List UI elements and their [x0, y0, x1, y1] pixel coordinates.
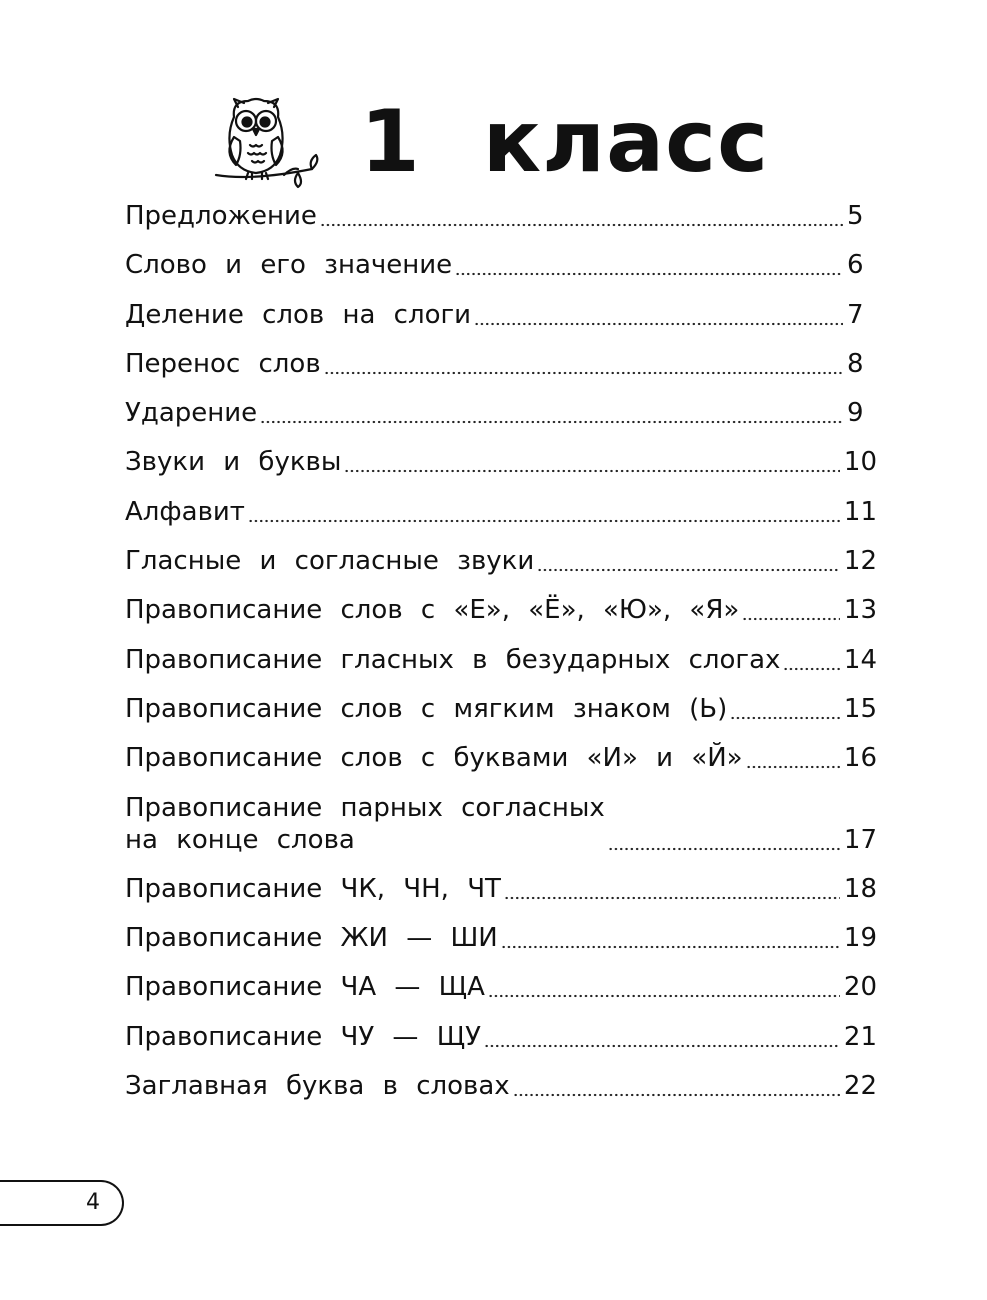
dot-leader: [455, 249, 843, 281]
toc-entry-page: 18: [843, 873, 877, 904]
toc-entry[interactable]: [125, 1070, 877, 1102]
page-number: 4: [86, 1190, 100, 1215]
dot-leader: [474, 299, 843, 331]
dot-leader: [488, 971, 840, 1003]
toc-entry[interactable]: [125, 446, 877, 478]
toc-entry[interactable]: [125, 397, 877, 429]
dot-leader: [248, 496, 840, 528]
toc-entry-page: 8: [847, 348, 864, 379]
toc-entry-page: 12: [843, 546, 877, 577]
toc-entry-title: Ударение: [125, 398, 258, 429]
toc-entry[interactable]: [125, 299, 877, 331]
toc-entry-page: 15: [843, 693, 877, 724]
toc-entry-page: 21: [843, 1021, 877, 1052]
dot-leader: [344, 446, 840, 478]
dot-leader: [537, 545, 840, 577]
toc-entry-page: 10: [843, 447, 877, 478]
owl-icon: [212, 95, 324, 189]
toc-entry-title: Правописание слов с буквами «И» и «Й»: [125, 743, 743, 774]
toc-entry-title: Правописание слов с «Е», «Ё», «Ю», «Я»: [125, 595, 740, 626]
toc-entry-page: 6: [847, 250, 864, 281]
dot-leader: [742, 594, 840, 626]
toc-entry-page: 17: [843, 824, 877, 855]
toc-entry[interactable]: [125, 1021, 877, 1053]
toc-entry-title: Звуки и буквы: [125, 447, 342, 478]
toc-entry[interactable]: [125, 644, 877, 676]
toc-entry-title: Правописание парных согласных на конце слова: [125, 792, 605, 855]
dot-leader: [746, 742, 840, 774]
toc-entry-title: Гласные и согласные звуки: [125, 546, 535, 577]
toc-entry-title: Правописание ЧК, ЧН, ЧТ: [125, 873, 501, 904]
toc-entry[interactable]: [125, 348, 877, 380]
toc-entry-title: Правописание гласных в безударных слогах: [125, 644, 781, 675]
toc-entry[interactable]: [125, 594, 877, 626]
toc-entry-page: 11: [843, 496, 877, 527]
toc-entry-title: Алфавит: [125, 496, 245, 527]
toc-entry[interactable]: [125, 496, 877, 528]
toc-entry[interactable]: [125, 249, 877, 281]
dot-leader: [484, 1021, 840, 1053]
page-title: 1 класс: [360, 92, 770, 192]
toc-entry-page: 9: [847, 398, 864, 429]
page-number-badge: [0, 1180, 124, 1226]
dot-leader: [504, 873, 840, 905]
toc-entry[interactable]: [125, 971, 877, 1003]
toc-entry[interactable]: [125, 200, 877, 232]
toc-entry-page: 20: [843, 972, 877, 1003]
toc-entry-page: 7: [847, 299, 864, 330]
toc-entry-title: Предложение: [125, 201, 317, 231]
dot-leader: [320, 200, 843, 232]
toc-entry-title: Правописание ЧА — ЩА: [125, 972, 485, 1003]
toc-entry-page: 13: [843, 595, 877, 626]
toc-entry[interactable]: [125, 693, 877, 725]
toc-entry-title: Деление слов на слоги: [125, 299, 472, 330]
toc-entry-page: 5: [847, 201, 864, 231]
toc-entry-page: 22: [843, 1071, 877, 1102]
dot-leader: [513, 1070, 840, 1102]
toc-entry-page: 14: [843, 644, 877, 675]
toc-entry-title: Заглавная буква в словах: [125, 1071, 510, 1102]
toc-entry-page: 19: [843, 923, 877, 954]
dot-leader: [501, 922, 840, 954]
dot-leader: [730, 693, 840, 725]
dot-leader: [783, 644, 840, 676]
toc-entry-page: 16: [843, 743, 877, 774]
toc-entry-title: Правописание ЧУ — ЩУ: [125, 1021, 481, 1052]
toc-entry[interactable]: [125, 742, 877, 774]
table-of-contents: [125, 200, 877, 1119]
dot-leader: [324, 348, 843, 380]
toc-entry-title: Перенос слов: [125, 348, 321, 379]
toc-entry[interactable]: [125, 873, 877, 905]
toc-entry-title: Правописание слов с мягким знаком (Ь): [125, 693, 728, 724]
page-header: [212, 92, 769, 192]
toc-entry[interactable]: [125, 792, 877, 856]
dot-leader: [260, 397, 843, 429]
toc-entry-title: Правописание ЖИ — ШИ: [125, 923, 498, 954]
toc-entry[interactable]: [125, 922, 877, 954]
toc-entry-title: Слово и его значение: [125, 250, 453, 281]
toc-entry[interactable]: [125, 545, 877, 577]
dot-leader: [608, 824, 840, 856]
